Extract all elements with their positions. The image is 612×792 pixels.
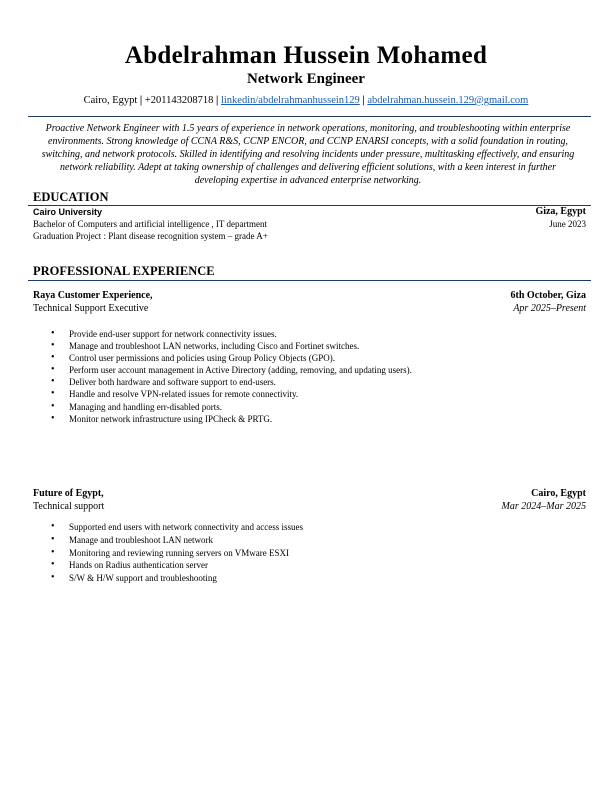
email-link[interactable]: abdelrahman.hussein.129@gmail.com [367,95,529,106]
job-dates: Apr 2025–Present [513,303,586,314]
divider [28,280,591,281]
separator: | [139,95,143,106]
list-item: • Control user permissions and policies using Group Policy Objects (GPO). [69,352,469,364]
list-item: • Manage and troubleshoot LAN networks, including Cisco and Fortinet switches. [69,340,469,352]
list-item: • Provide end-user support for network connectivity issues. [69,328,469,340]
job-role: Technical support [33,501,105,512]
education-row [33,206,586,219]
company: Future of Egypt, [33,488,104,499]
list-item: • Perform user account management in Active Directory (adding, removing, and updating users). [69,364,469,376]
list-item: • Monitoring and reviewing running servers on VMware ESXI [69,547,469,560]
experience-heading: PROFESSIONAL EXPERIENCE [33,264,215,278]
job-bullets [33,521,469,585]
candidate-name: Abdelrahman Hussein Mohamed [124,42,488,69]
job-location: Cairo, Egypt [531,488,586,499]
list-item: • Hands on Radius authentication server [69,559,469,572]
school-location: Giza, Egypt [535,206,586,217]
list-item: • Monitor network infrastructure using IPCheck & PRTG. [69,413,469,425]
divider [28,116,591,117]
linkedin-link[interactable]: linkedin/abdelrahmanhussein129 [220,95,360,106]
list-item: • Manage and troubleshoot LAN network [69,534,469,547]
separator: | [362,95,365,106]
summary: Proactive Network Engineer with 1.5 years of experience in network operations, monitoring, and troubleshooting within enterprise environments. Strong knowledge of CCNA R&S, CCNP ENCOR, and CCNP ENARSI concepts, with a solid foundation in routing, switching, and network protocols. Skilled in identifying and resolving incidents under pressure, multitasking effectively, and ensuring network reliability. Adept at taking ownership of challenges and delivering efficient solutions, with a keen interest in further developing expertise in advanced enterprise networking. [41,123,575,186]
degree: Bachelor of Computers and artificial intelligence , IT department [33,219,267,229]
job-header [33,488,586,501]
list-item: • Supported end users with network connectivity and access issues [69,521,469,534]
job-role: Technical Support Executive [33,303,149,314]
phone: +201143208718 [144,95,214,106]
candidate-title: Network Engineer [247,71,365,87]
list-item: • Deliver both hardware and software support to end-users. [69,376,469,388]
graduation-date: June 2023 [549,219,586,229]
list-item: • S/W & H/W support and troubleshooting [69,572,469,585]
list-item: • Managing and handling err-disabled ports. [69,401,469,413]
job-bullets [33,328,469,425]
school: Cairo University [33,207,103,217]
job-location: 6th October, Giza [510,290,586,301]
graduation-project: Graduation Project : Plant disease recognition system – grade A+ [33,231,268,241]
location: Cairo, Egypt [83,95,138,106]
education-row [33,218,586,231]
education-row [33,230,586,243]
job-header [33,290,586,303]
job-dates: Mar 2024–Mar 2025 [501,501,586,512]
education-heading: EDUCATION [33,190,109,204]
contact-line [0,95,612,106]
company: Raya Customer Experience, [33,290,153,301]
separator: | [216,95,219,106]
job-subheader [33,303,586,316]
list-item: • Handle and resolve VPN-related issues for remote connectivity. [69,388,469,400]
job-subheader [33,501,586,514]
